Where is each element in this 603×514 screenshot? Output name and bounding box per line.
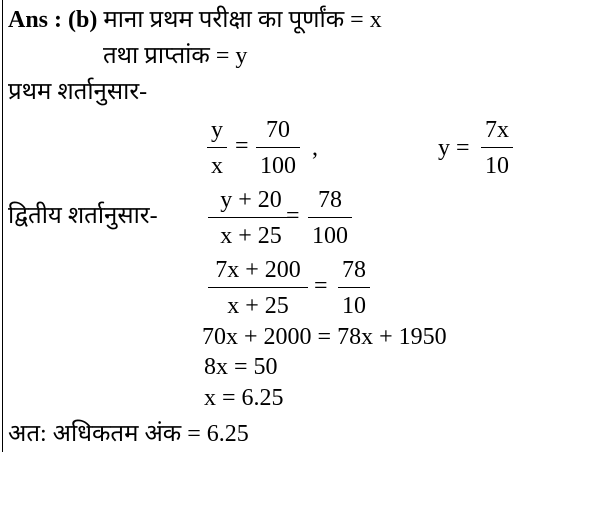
fraction-bar [208,217,294,218]
answer-line-1 [8,6,382,34]
fraction-numerator: 7x + 200 [215,257,301,283]
solution-step-1: 70x + 2000 = 78x + 1950 [202,324,447,350]
fraction-denominator: 100 [312,223,348,249]
fraction-bar [207,147,227,148]
fraction-bar [256,147,300,148]
fraction-denominator: 10 [485,153,509,179]
first-eq2-lhs: y = [438,135,470,161]
fraction-bar [208,287,308,288]
second-condition-label: द्वितीय शर्तानुसार- [8,203,158,229]
solution-step-3: x = 6.25 [204,385,284,411]
fraction-denominator: x [211,153,223,179]
fraction-bar [481,147,513,148]
equals-sign: = [286,203,300,229]
answer-label: Ans : (b) [8,7,98,33]
answer-assumption-total: माना प्रथम परीक्षा का पूर्णांक = x [103,7,382,33]
fraction-numerator: y [211,117,223,143]
fraction-denominator: x + 25 [227,293,289,319]
second-eq2-rhs-fraction [324,256,384,320]
conclusion: अत: अधिकतम अंक = 6.25 [8,421,249,447]
first-eq2-rhs-fraction [467,116,527,180]
fraction-numerator: y + 20 [220,187,282,213]
fraction-numerator: 78 [318,187,342,213]
answer-line-2: तथा प्राप्तांक = y [103,43,248,69]
comma-separator: , [312,135,318,161]
fraction-denominator: 100 [260,153,296,179]
fraction-numerator: 7x [485,117,509,143]
fraction-denominator: x + 25 [220,223,282,249]
equals-sign: = [235,133,249,159]
solution-step-2: 8x = 50 [204,354,278,380]
equals-sign: = [314,273,328,299]
left-margin-rule [2,0,3,452]
fraction-denominator: 10 [342,293,366,319]
fraction-numerator: 70 [266,117,290,143]
second-eq1-lhs-fraction [204,186,298,250]
first-eq1-rhs-fraction [248,116,308,180]
second-eq1-rhs-fraction [300,186,360,250]
fraction-bar [338,287,370,288]
fraction-numerator: 78 [342,257,366,283]
first-condition-label: प्रथम शर्तानुसार- [8,79,148,105]
second-eq2-lhs-fraction [204,256,312,320]
fraction-bar [308,217,352,218]
